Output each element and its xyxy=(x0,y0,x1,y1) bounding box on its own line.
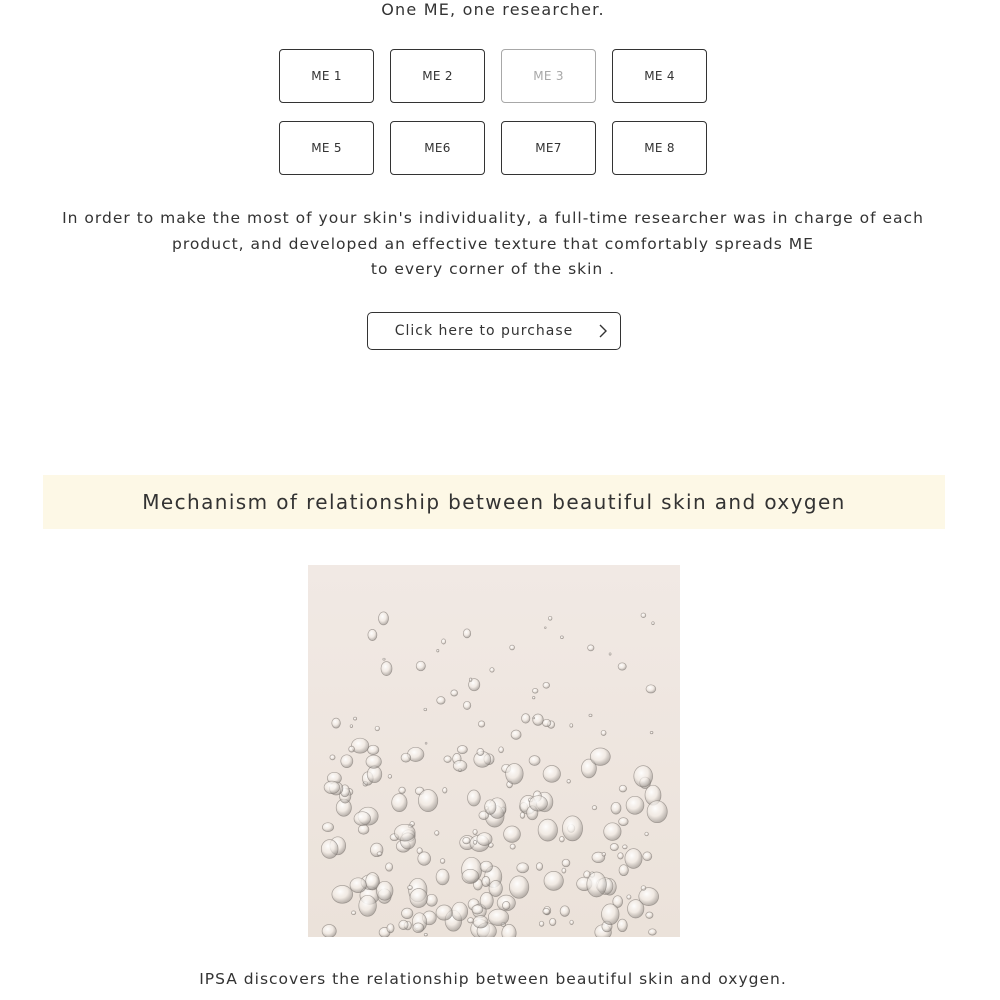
bubble xyxy=(443,788,447,794)
bubble xyxy=(548,616,552,620)
bubble xyxy=(560,636,563,639)
bubble xyxy=(341,755,353,768)
bubble xyxy=(463,629,470,638)
bubble xyxy=(468,790,481,806)
bubble xyxy=(477,748,484,755)
bubble xyxy=(589,714,592,717)
bubble xyxy=(609,653,611,655)
bubble xyxy=(562,868,566,873)
bubble xyxy=(473,829,477,834)
bubble xyxy=(532,688,538,693)
bubble xyxy=(444,756,451,763)
bubble xyxy=(634,766,653,787)
bubble xyxy=(366,755,381,768)
bubble xyxy=(436,905,452,920)
bubble xyxy=(437,697,445,705)
bubble xyxy=(410,889,428,908)
bubble xyxy=(647,801,667,823)
bubble xyxy=(502,901,510,909)
bubble xyxy=(588,645,594,651)
bubble xyxy=(490,668,494,673)
bubble xyxy=(462,869,479,883)
bubble xyxy=(424,933,427,936)
bubble xyxy=(332,886,353,904)
bubble xyxy=(587,872,607,897)
bubble xyxy=(408,886,413,890)
bubble xyxy=(440,859,445,864)
bubble xyxy=(510,844,515,849)
oxygen-bubbles-image xyxy=(308,565,680,937)
me-6-button[interactable]: ME6 xyxy=(390,121,485,175)
bubble xyxy=(626,796,644,814)
bubble xyxy=(472,905,483,914)
bubble xyxy=(392,794,407,812)
me-product-selector xyxy=(279,49,709,175)
bubble xyxy=(649,929,657,935)
bubble xyxy=(350,725,353,728)
bubble xyxy=(611,802,621,814)
bubble xyxy=(533,714,544,725)
bubble xyxy=(619,818,629,826)
me-2-button[interactable]: ME 2 xyxy=(390,49,485,103)
bubble xyxy=(387,924,394,933)
bubble xyxy=(437,649,439,652)
bubble xyxy=(324,781,340,794)
me-7-button[interactable]: ME7 xyxy=(501,121,596,175)
bubble xyxy=(509,876,528,898)
bubble xyxy=(570,724,573,728)
intro-paragraph xyxy=(40,206,946,283)
bubble xyxy=(457,746,467,754)
bubble xyxy=(413,923,424,933)
bubble xyxy=(418,852,431,865)
purchase-button-label: Click here to purchase xyxy=(394,323,574,339)
bubble xyxy=(562,816,582,841)
bubble xyxy=(550,918,556,925)
bubble xyxy=(532,697,535,699)
bubble xyxy=(510,645,515,650)
bubble xyxy=(416,661,425,671)
bubble xyxy=(529,756,540,766)
bubble xyxy=(623,845,628,849)
bubble xyxy=(351,911,355,915)
bubble xyxy=(618,663,626,670)
bubble xyxy=(425,742,427,744)
bubble xyxy=(619,865,628,876)
bubble xyxy=(463,701,470,709)
bubble xyxy=(560,836,565,842)
bubble xyxy=(570,920,574,924)
bubble xyxy=(627,895,631,899)
bubble xyxy=(332,718,341,728)
bubble xyxy=(402,908,413,919)
bubble xyxy=(533,717,535,719)
bubble xyxy=(488,909,508,925)
bubble xyxy=(610,844,618,851)
bubble xyxy=(322,823,333,832)
bubble xyxy=(358,825,369,835)
bubble xyxy=(543,766,560,783)
bubble xyxy=(388,775,392,779)
bubble xyxy=(463,837,470,844)
bubble xyxy=(379,612,389,625)
bubble xyxy=(646,685,656,693)
bubble xyxy=(625,849,642,869)
bubble xyxy=(451,690,458,696)
bubble xyxy=(641,886,646,891)
me-8-button[interactable]: ME 8 xyxy=(612,121,707,175)
bubble xyxy=(452,902,468,921)
bubble xyxy=(604,823,621,841)
bubble xyxy=(469,678,472,681)
me-4-button[interactable]: ME 4 xyxy=(612,49,707,103)
bubble xyxy=(426,894,437,906)
bubble xyxy=(368,745,379,754)
purchase-button[interactable] xyxy=(367,312,621,350)
bubble xyxy=(539,921,544,926)
bubble xyxy=(592,806,597,810)
image-caption: IPSA discovers the relationship between beautiful skin and oxygen. xyxy=(199,970,787,988)
bubble xyxy=(639,888,659,906)
bubble xyxy=(375,726,379,731)
bubble xyxy=(543,682,550,688)
section-title: Mechanism of relationship between beautiful skin and oxygen xyxy=(142,490,846,514)
bubble xyxy=(350,878,366,893)
bubble xyxy=(321,840,338,859)
intro-line: to every corner of the skin . xyxy=(370,260,616,278)
section-banner xyxy=(43,475,945,529)
bubble xyxy=(529,796,547,811)
bubble xyxy=(368,629,377,640)
bubble xyxy=(517,863,529,873)
intro-line: product, and developed an effective texture that comfortably spreads ME xyxy=(172,234,814,253)
bubble xyxy=(643,852,652,861)
bubble xyxy=(386,863,393,871)
bubble xyxy=(468,918,474,923)
bubble xyxy=(652,622,655,625)
bubble xyxy=(544,627,546,629)
me-3-button[interactable]: ME 3 xyxy=(501,49,596,103)
intro-line: In order to make the most of your skin's individuality, a full-time researcher was in charge of each xyxy=(62,209,924,227)
bubble xyxy=(504,826,521,842)
bubble xyxy=(401,753,411,762)
bubble xyxy=(641,613,646,618)
bubble xyxy=(522,714,530,724)
bubble xyxy=(544,871,563,890)
bubble xyxy=(646,912,653,918)
bubble xyxy=(453,760,467,771)
bubble xyxy=(354,812,371,826)
bubble xyxy=(330,755,335,760)
bubble xyxy=(602,852,606,856)
bubble xyxy=(538,819,557,841)
me-5-button[interactable]: ME 5 xyxy=(279,121,374,175)
bubble xyxy=(482,876,490,886)
bubble xyxy=(485,800,496,815)
bubble xyxy=(650,731,653,733)
bubble xyxy=(480,861,492,872)
bubble xyxy=(590,748,610,765)
bubble xyxy=(618,853,624,859)
bubble xyxy=(473,916,488,928)
bubble xyxy=(399,787,406,793)
bubble xyxy=(520,812,525,818)
bubble xyxy=(473,840,476,844)
bubble xyxy=(359,895,377,916)
bubble xyxy=(543,908,550,914)
bubble xyxy=(436,869,449,885)
bubble xyxy=(567,780,571,784)
bubble xyxy=(424,708,427,711)
bubble xyxy=(560,906,569,917)
bubble xyxy=(499,747,504,753)
bubble xyxy=(601,730,606,735)
section-heading: One ME, one researcher. xyxy=(381,0,605,19)
chevron-right-icon xyxy=(598,324,608,338)
bubble xyxy=(619,785,626,792)
bubble xyxy=(478,721,484,727)
bubble xyxy=(381,662,392,676)
bubble xyxy=(349,746,355,752)
bubble xyxy=(442,639,446,644)
bubble xyxy=(543,719,551,726)
bubble xyxy=(322,925,336,938)
bubble xyxy=(354,717,357,720)
bubble xyxy=(645,832,649,836)
bubble xyxy=(506,764,524,785)
bubble xyxy=(399,920,408,929)
bubble xyxy=(480,892,493,909)
bubble xyxy=(562,859,570,867)
bubble xyxy=(383,658,385,660)
me-1-button[interactable]: ME 1 xyxy=(279,49,374,103)
bubble xyxy=(602,904,620,925)
bubble xyxy=(435,831,439,836)
bubble xyxy=(511,730,521,739)
bubble xyxy=(418,790,437,812)
bubble xyxy=(618,919,628,932)
bubble xyxy=(536,863,542,871)
bubble xyxy=(477,833,492,846)
bubble xyxy=(394,824,415,841)
bubble xyxy=(376,881,393,900)
bubble xyxy=(377,852,382,856)
